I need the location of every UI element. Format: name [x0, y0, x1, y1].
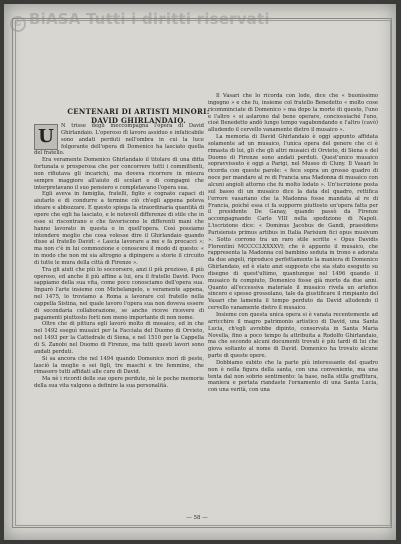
article-title: CENTENARI DI ARTISTI MINORI: DAVID GHIRLANDAIO. [67, 107, 210, 125]
drop-cap: U [34, 124, 58, 150]
paragraph: Insieme con questa unica opera si è vanata recentemente ad arricchire il magro patrimonio artistico di David, una Santa Lucia, ch'egli avrebbe dipinto, conservata in Santa Maria Novella, fino a poco tempo fa attribuita a Rodolfo Ghirlandaio, ma che secondo alcuni documenti trovati è più tardi di lui che giova soltanto al nome di David. Domenico ha trovato alcune parte di queste opere. [208, 312, 378, 360]
paragraph: N trisse degli ineccompagna l'opera di David Ghirlandaio. L'operoso di lavoro assiduo e infaticabile sono andati perduti nell'ombra in cui la luce folgorante dell'opera di Domenico ha lasciato quella del fratello. [34, 123, 204, 157]
document-page [4, 4, 396, 540]
paragraph: Ma nè i ricordi delle sue opere perdute, nè le poche memorie della sua vita valgono a definire la sua personalità. [34, 376, 204, 390]
page-number: — 58 — [186, 515, 208, 521]
right-column [208, 93, 378, 394]
paragraph: Oltre che di pittura egli lavorò molto di mosaico, ed in che nel 1492 eseguì musaici per la Facciata del Duomo di Orvieto, nel 1493 per la Cattedrale di Siena, e nel 1510 per la Cappella di S. Zanobi nel Duomo di Firenze, ma tutti questi lavori sono andati perduti. [34, 321, 204, 355]
paragraph: Si sa ancora che nel 1494 quando Domenico morì di peste, lasciò la moglie e sei figli, tre maschi e tre femmine, che rimasero tutti affidati alle cure di David. [34, 355, 204, 376]
copyright-logo-icon: © [10, 16, 26, 32]
paragraph: Egli aveva in famiglia, fratelli, figlio e cognato capaci di aiutarlo e di condurre a termine ciò ch'egli appena poteva ideare e abbozzare. E questo spiega la straordinaria quantità di opere che egli ha lasciato, e le notevoli differenze di stile che in esse si riscontrano e che favoriscono le differenti mani che hanno lavorato in questa o in quell'opera. Così possiamo intendere meglio che cosa volesse dire il Ghirlandaio quando disse al fratello David: « Lascia lavorare a me e fa procacci »; ma non c'è in lui commozione e conoscere il modo di questo: « in modo che non mi sia altrogno a dipingere a storie il circuito di tutte le mura della città di Firenze ». [34, 191, 204, 266]
watermark-text: BiASA Tutti i diritti riservati [29, 10, 270, 28]
paragraph: Era veramente Domenico Ghirlandaio il titolare di una ditta fortunata e prosperosa che per concorrere tutti i committenti, non rifiutava gli incarichi, ma doveva ricorrere in misura sempre maggiore all'aiuto di scolari e di compagni che interpretavano il suo pensiero e completavano l'opera sua. [34, 157, 204, 191]
paragraph: Tra gli aiuti che più lo soccorsero, anzi il più prezioso, il più operoso, ed anche il più affine a lui, era il fratello David. Poco sappiamo della sua vita, come poco conosciamo dell'opera sua. Imparò l'arte insieme con Michelangelo, e veramente appena, nel 1475, lo troviamo a Roma a lavorare col fratello nella cappella Sistina, nel quale lavoro l'opera sua non doveva essere di secondaria collaborazione, se anche riceve ricevere di pagamenti piuttosto forti non meno importante di non nome. [34, 266, 204, 321]
left-column [34, 123, 204, 390]
paragraph: La memoria di David Ghirlandaio è oggi appunto affidata solamente ad un musaico, l'unica opera del genere che ci è rimasta di lui, gli che gli altri musaici di Orvieto, di Siena e del Duomo di Firenze sono andati perduti. Quest'unico musaico sopravvissuto è oggi a Parigi, nel Museo di Cluny. Il Vasari lo ricorda con queste parole: « fece sopra un grosso quadro di noce per mandare al re di Francia una Madonna di musaico con alcuni angioli attorno che fu molto lodato ». Un'iscrizione posta sul basso di un musaico dice la data del quadro, rettifica l'errore vasariano che la Madonna fosse mandata al re di Francia, poiché essa ci fa supporre piuttosto un'opera fatta per il presidente De Ganay, quando passò da Firenze accompagnando Carlo VIII nella spedizione di Napoli. L'iscrizione dice: « Dominus Jacobus de Gandi, praesidens Parisiensis primus artibus in Italia Parisium fici opus musivum ». Sotto corrono tra un raro stile scritte « Opus Davidis Florentini MCCCCLXXXXVI; che è appunto il musaico, che rappresenta la Madonna col bambino seduta in trono e adorata da due angeli, riproduce perfettamente la maniera di Domenico Ghirlandaio, ed è stato anzi supposto che sia stato eseguito su disegno di quest'ultimo, quantunque nel 1496 quando il musaico fu compiuto, Domenico fosse già morto da due anni. Quanto all'eccessiva materiale il musaico rivela un artefice sincero e spesso grossolano, tale da giustificare il rimpianto del Vasari che lamenta il tempo perduto da David alludendo il cervello vanamente dietro il musaico. [208, 134, 378, 312]
paragraph: Dobbiamo subito che la parte più interessante del quadro non è nella figura della santa, con una conveniente, ma una tenta dal non sobrio sentimento: la base, nella stilla graffitura, maniera e portata riandaste l'ornamento di una Santa Lucia, con una verità, con una [208, 359, 378, 394]
paragraph: Il Vasari che lo ricorda con lode, dice che « buonissimo ingegno » e che fu, insieme col fratello Benedetto « molto cose ricomminciate di Domenico » ma dopo la morte di questo, l'uno e l'altro « si aslarono dal bene operare, conciossiaché l'uno, cioè Benedetto andò lungo tempo vagabondando e l'altro (cavò) alludendo il cervello vanamente dietro il musaico ». [208, 93, 378, 134]
